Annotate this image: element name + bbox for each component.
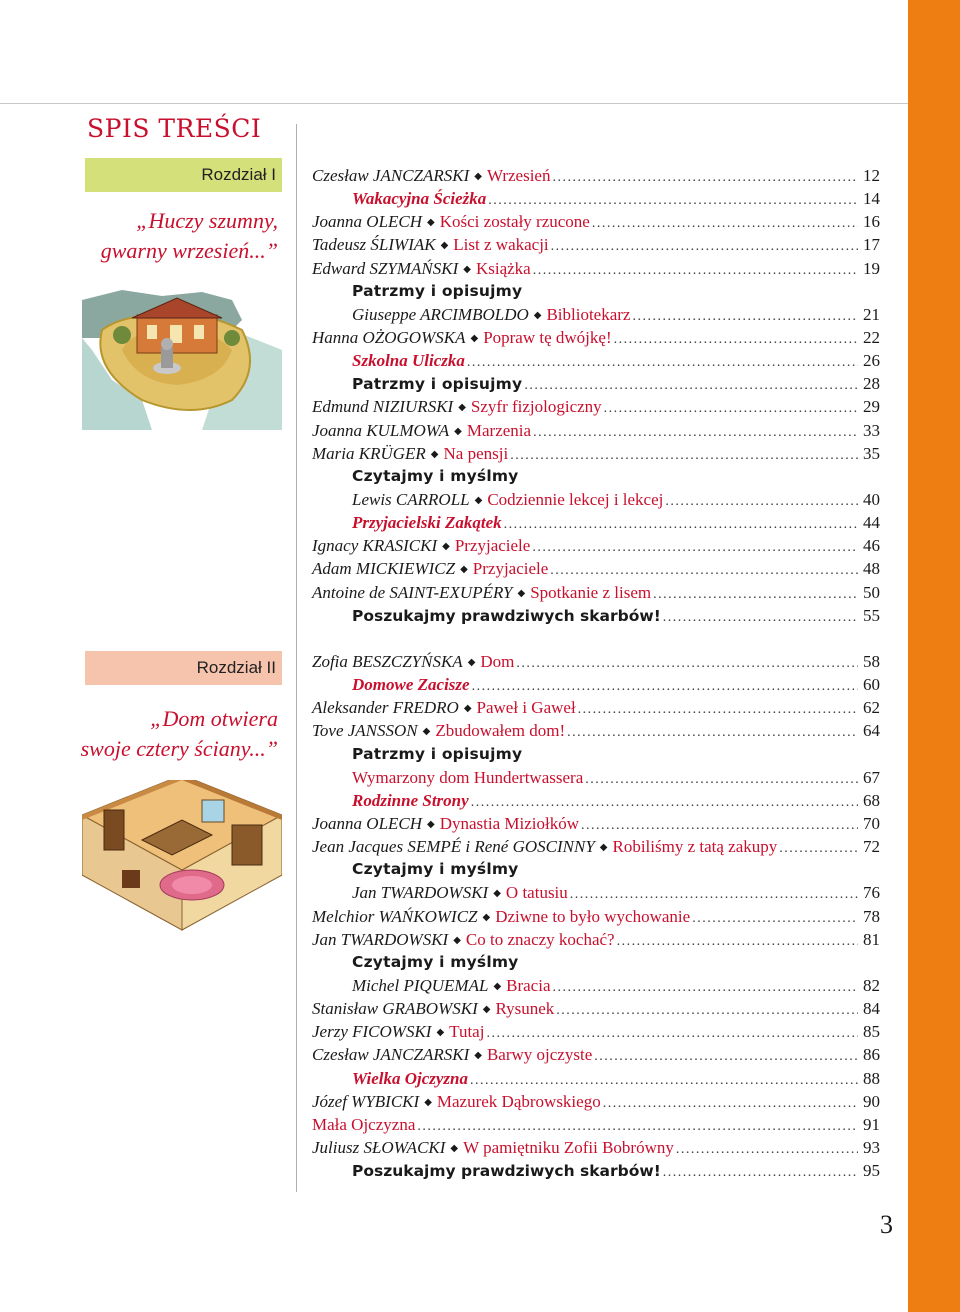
toc-author: Jan TWARDOWSKI — [312, 929, 449, 949]
toc-entry — [312, 905, 880, 928]
toc-title: Poszukajmy prawdziwych skarbów! — [352, 1162, 661, 1181]
toc-title: Popraw tę dwójkę! — [483, 327, 612, 347]
toc-page: 22 — [863, 327, 880, 347]
bullet-icon: ◆ — [430, 448, 439, 460]
toc-page: 12 — [863, 166, 880, 185]
toc-title: Wymarzony dom Hundertwassera — [352, 767, 584, 787]
toc-author: Stanisław GRABOWSKI — [312, 999, 478, 1019]
toc-page: 76 — [863, 883, 880, 903]
bullet-icon: ◆ — [517, 587, 526, 599]
bullet-icon: ◆ — [482, 1004, 491, 1016]
toc-title: Bibliotekarz — [546, 304, 631, 324]
toc-entry — [312, 719, 880, 742]
toc-author: Michel PIQUEMAL — [352, 975, 489, 995]
toc-title: Patrzmy i opisujmy — [352, 281, 523, 300]
dot-leader — [653, 583, 858, 606]
toc-entry — [312, 650, 880, 673]
toc-title: Czytajmy i myślmy — [352, 952, 519, 971]
bullet-icon: ◆ — [474, 494, 483, 506]
bullet-icon: ◆ — [458, 402, 466, 414]
toc-page: 40 — [863, 489, 880, 509]
toc-entry — [312, 488, 880, 511]
bullet-icon: ◆ — [460, 564, 468, 576]
toc-author: Hanna OŻOGOWSKA — [312, 327, 466, 347]
toc-entry — [312, 210, 880, 233]
toc-title: Przyjacielski Zakątek — [352, 513, 502, 533]
island-house-illustration — [82, 290, 282, 430]
dot-leader — [594, 1045, 858, 1068]
toc-entry — [312, 280, 880, 303]
toc-author: Adam MICKIEWICZ — [312, 559, 456, 579]
toc-entry — [312, 187, 880, 210]
toc-entry — [312, 812, 880, 835]
toc-entry — [312, 349, 880, 372]
toc-author: Juliusz SŁOWACKI — [312, 1137, 446, 1157]
top-rule — [0, 103, 908, 104]
toc-author: Czesław JANCZARSKI — [312, 166, 470, 185]
dot-leader — [472, 675, 858, 698]
toc-title: Robiliśmy z tatą zakupy — [612, 837, 778, 857]
dot-leader — [553, 976, 859, 999]
toc-entry — [312, 233, 880, 256]
toc-title: Wielka Ojczyzna — [352, 1068, 469, 1088]
page-number: 3 — [880, 1210, 893, 1239]
toc-title: Tutaj — [449, 1022, 485, 1042]
toc-title: Rysunek — [495, 999, 555, 1019]
dot-leader — [550, 559, 858, 582]
toc-author: Ignacy KRASICKI — [312, 536, 438, 556]
toc-author: Józef WYBICKI — [312, 1091, 420, 1111]
toc-author: Aleksander FREDRO — [312, 698, 459, 718]
dot-leader — [585, 768, 858, 791]
toc-page: 86 — [863, 1045, 880, 1065]
toc-title: Wakacyjna Ścieżka — [352, 189, 487, 209]
toc-entry — [312, 581, 880, 604]
toc-title: Szkolna Uliczka — [352, 351, 465, 371]
dot-leader — [614, 328, 858, 351]
toc-entry — [312, 696, 880, 719]
toc-title: Wrzesień — [486, 166, 551, 185]
toc-entry — [312, 673, 880, 696]
dot-leader — [417, 1115, 858, 1138]
toc-title: Na pensji — [443, 443, 509, 463]
toc-chapter-2 — [312, 650, 880, 1182]
toc-page: 95 — [863, 1161, 880, 1181]
toc-chapter-1 — [312, 164, 880, 627]
toc-page: 21 — [863, 304, 880, 324]
toc-title: Zbudowałem dom! — [435, 721, 566, 741]
toc-author: Czesław JANCZARSKI — [312, 1045, 470, 1065]
toc-author: Edward SZYMAŃSKI — [312, 258, 459, 278]
toc-title: Marzenia — [466, 420, 532, 440]
bullet-icon: ◆ — [474, 171, 482, 182]
dot-leader — [578, 698, 858, 721]
toc-author: Joanna OLECH — [312, 813, 423, 833]
dot-leader — [665, 490, 858, 513]
toc-page: 67 — [863, 767, 880, 787]
page-title: SPIS TREŚCI — [87, 114, 262, 143]
dot-leader — [663, 606, 858, 629]
toc-page: 48 — [863, 559, 880, 579]
chapter-1-subtitle: „Huczy szumny, gwarny wrzesień...” — [100, 208, 278, 263]
toc-title: Poszukajmy prawdziwych skarbów! — [352, 606, 661, 625]
toc-page: 19 — [863, 258, 880, 278]
toc-author: Tadeusz ŚLIWIAK — [312, 235, 436, 255]
toc-entry — [312, 395, 880, 418]
toc-entry — [312, 1090, 880, 1113]
dot-leader — [486, 1022, 858, 1045]
toc-entry — [312, 604, 880, 627]
toc-page: 64 — [863, 721, 880, 741]
toc-title: Paweł i Gaweł — [476, 698, 576, 718]
toc-title: List z wakacji — [453, 235, 549, 255]
toc-entry — [312, 1136, 880, 1159]
toc-title: Co to znaczy kochać? — [465, 929, 615, 949]
dot-leader — [603, 1092, 858, 1115]
dot-leader — [676, 1138, 858, 1161]
bullet-icon: ◆ — [463, 703, 472, 715]
dot-leader — [779, 837, 858, 860]
toc-title: Codziennie lekcej i lekcej — [487, 489, 664, 509]
toc-page: 33 — [863, 420, 880, 440]
dot-leader — [567, 721, 858, 744]
dot-leader — [604, 397, 858, 420]
toc-page: 93 — [863, 1137, 880, 1157]
bullet-icon: ◆ — [442, 541, 450, 553]
toc-entry — [312, 789, 880, 812]
toc-title: Czytajmy i myślmy — [352, 466, 519, 485]
toc-author: Zofia BESZCZYŃSKA — [312, 652, 463, 671]
bullet-icon: ◆ — [533, 309, 542, 321]
toc-title: Dynastia Miziołków — [439, 813, 580, 833]
toc-page: 88 — [863, 1068, 880, 1088]
toc-entry — [312, 835, 880, 858]
toc-entry — [312, 1020, 880, 1043]
bullet-icon: ◆ — [474, 1050, 482, 1062]
toc-page: 72 — [863, 837, 880, 857]
toc-page: 44 — [863, 513, 880, 533]
toc-title: Mała Ojczyzna — [312, 1114, 416, 1134]
toc-author: Joanna KULMOWA — [312, 420, 450, 440]
toc-entry — [312, 743, 880, 766]
toc-page: 78 — [863, 906, 880, 926]
toc-page: 17 — [863, 235, 880, 255]
dot-leader — [471, 791, 858, 814]
dot-leader — [663, 1161, 858, 1184]
bullet-icon: ◆ — [493, 888, 501, 900]
toc-title: Domowe Zacisze — [352, 675, 470, 695]
toc-entry — [312, 951, 880, 974]
toc-page: 26 — [863, 351, 880, 371]
bullet-icon: ◆ — [493, 980, 502, 992]
toc-entry — [312, 858, 880, 881]
bullet-icon: ◆ — [422, 726, 431, 738]
orange-edge-bar — [908, 0, 960, 1312]
bullet-icon: ◆ — [427, 217, 435, 229]
toc-page: 62 — [863, 698, 880, 718]
toc-author: Melchior WAŃKOWICZ — [312, 906, 478, 926]
bullet-icon: ◆ — [450, 1142, 459, 1154]
bullet-icon: ◆ — [453, 934, 461, 946]
toc-title: Szyfr fizjologiczny — [470, 397, 602, 417]
chapter-1-label: Rozdział I — [85, 158, 282, 192]
toc-entry — [312, 419, 880, 442]
bullet-icon: ◆ — [463, 263, 471, 275]
toc-author: Edmund NIZIURSKI — [312, 397, 454, 417]
toc-entry — [312, 303, 880, 326]
toc-page: 60 — [863, 675, 880, 695]
bullet-icon: ◆ — [424, 1096, 432, 1108]
toc-title: Rodzinne Strony — [352, 790, 469, 810]
toc-title: Przyjaciele — [472, 559, 549, 579]
toc-author: Joanna OLECH — [312, 212, 423, 232]
toc-entry — [312, 881, 880, 904]
toc-page: 82 — [863, 975, 880, 995]
dot-leader — [470, 1069, 858, 1092]
bullet-icon: ◆ — [454, 425, 462, 437]
dot-leader — [551, 235, 858, 258]
toc-title: Mazurek Dąbrowskiego — [436, 1091, 601, 1111]
toc-title: Dziwne to było wychowanie — [495, 906, 691, 926]
toc-entry — [312, 1113, 880, 1136]
toc-title: Przyjaciele — [454, 536, 531, 556]
toc-title: Barwy ojczyste — [486, 1045, 593, 1065]
bullet-icon: ◆ — [440, 240, 449, 252]
toc-title: W pamiętniku Zofii Bobrówny — [463, 1137, 674, 1157]
toc-author: Jerzy FICOWSKI — [312, 1022, 432, 1042]
toc-page: 81 — [863, 929, 880, 949]
room-illustration — [82, 780, 282, 935]
dot-leader — [581, 814, 858, 837]
dot-leader — [524, 374, 858, 397]
dot-leader — [510, 444, 858, 467]
bullet-icon: ◆ — [427, 818, 435, 830]
toc-page: 35 — [863, 443, 880, 463]
bullet-icon: ◆ — [599, 842, 608, 854]
toc-entry — [312, 928, 880, 951]
toc-entry — [312, 1159, 880, 1182]
dot-leader — [467, 351, 858, 374]
toc-title: Czytajmy i myślmy — [352, 860, 519, 879]
toc-entry — [312, 511, 880, 534]
dot-leader — [692, 907, 858, 930]
chapter-2-subtitle: „Dom otwiera swoje cztery ściany...” — [80, 706, 278, 761]
toc-page: 91 — [863, 1114, 880, 1134]
chapter-2-label: Rozdział II — [85, 651, 282, 685]
toc-page: 29 — [863, 397, 880, 417]
toc-entry — [312, 257, 880, 280]
toc-title: Spotkanie z lisem — [530, 582, 652, 602]
toc-entry — [312, 534, 880, 557]
dot-leader — [617, 930, 858, 953]
dot-leader — [533, 259, 858, 282]
dot-leader — [570, 883, 858, 906]
toc-page: 50 — [863, 582, 880, 602]
column-divider — [296, 124, 297, 1192]
toc-title: Patrzmy i opisujmy — [352, 375, 523, 394]
toc-entry — [312, 442, 880, 465]
bullet-icon: ◆ — [470, 332, 479, 344]
toc-title: Bracia — [506, 975, 551, 995]
dot-leader — [632, 305, 858, 328]
dot-leader — [488, 189, 858, 212]
toc-entry — [312, 372, 880, 395]
toc-page: 70 — [863, 813, 880, 833]
toc-page: 90 — [863, 1091, 880, 1111]
bullet-icon: ◆ — [482, 911, 491, 923]
bullet-icon: ◆ — [467, 657, 476, 668]
dot-leader — [592, 212, 858, 235]
dot-leader — [552, 166, 858, 189]
dot-leader — [532, 536, 858, 559]
toc-title: Kości zostały rzucone — [439, 212, 590, 232]
dot-leader — [504, 513, 858, 536]
toc-author: Jan TWARDOWSKI — [352, 883, 489, 903]
toc-entry — [312, 1043, 880, 1066]
toc-entry — [312, 997, 880, 1020]
toc-entry — [312, 1067, 880, 1090]
toc-author: Maria KRÜGER — [312, 443, 426, 463]
toc-author: Giuseppe ARCIMBOLDO — [352, 304, 529, 324]
dot-leader — [556, 999, 858, 1022]
toc-title: O tatusiu — [505, 883, 568, 903]
bullet-icon: ◆ — [436, 1027, 445, 1039]
toc-entry — [312, 974, 880, 997]
toc-entry — [312, 465, 880, 488]
toc-entry — [312, 164, 880, 187]
toc-page: 85 — [863, 1022, 880, 1042]
toc-page: 46 — [863, 536, 880, 556]
toc-page: 14 — [863, 189, 880, 209]
toc-author: Jean Jacques SEMPÉ i René GOSCINNY — [312, 837, 595, 857]
toc-page: 58 — [863, 652, 880, 671]
toc-title: Książka — [475, 258, 531, 278]
toc-entry — [312, 326, 880, 349]
toc-author: Antoine de SAINT-EXUPÉRY — [312, 582, 513, 602]
toc-page: 28 — [863, 374, 880, 394]
dot-leader — [516, 652, 858, 675]
toc-entry — [312, 766, 880, 789]
toc-title: Dom — [480, 652, 515, 671]
toc-page: 84 — [863, 999, 880, 1019]
toc-title: Patrzmy i opisujmy — [352, 744, 523, 763]
toc-page: 68 — [863, 790, 880, 810]
toc-page: 16 — [863, 212, 880, 232]
toc-entry — [312, 557, 880, 580]
toc-author: Lewis CARROLL — [352, 489, 470, 509]
toc-page: 55 — [863, 605, 880, 625]
dot-leader — [533, 421, 858, 444]
toc-author: Tove JANSSON — [312, 721, 418, 741]
